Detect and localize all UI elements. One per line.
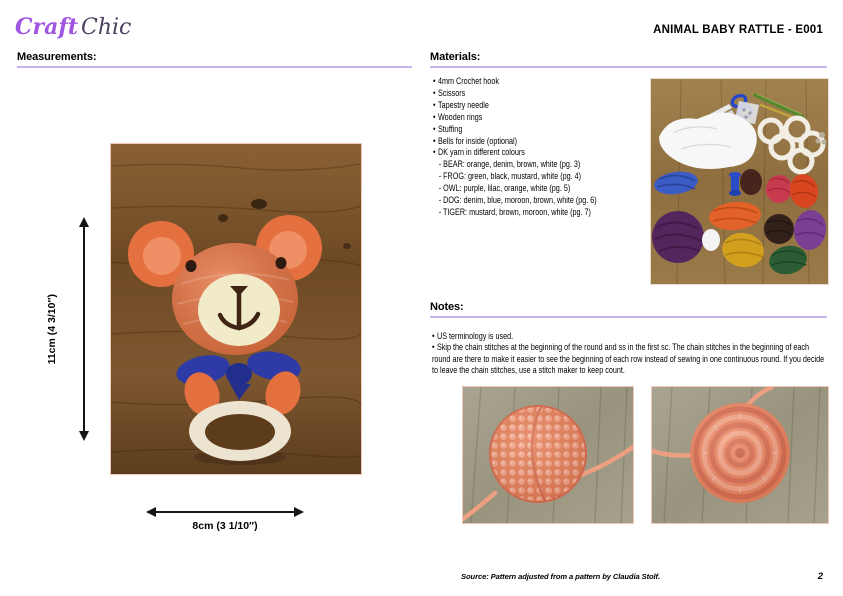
- wood-knot: [251, 199, 267, 209]
- source-credit: Source: Pattern adjusted from a pattern by Claudia Stolf.: [461, 572, 660, 581]
- crochet-circle-front-photo: [651, 386, 829, 524]
- logo-word-chic: Chic: [80, 15, 132, 40]
- notes-heading: Notes:: [430, 301, 827, 318]
- materials-photo: [650, 78, 829, 285]
- measurements-heading: Measurements:: [17, 51, 412, 68]
- brand-logo: [15, 14, 131, 41]
- yarn-colour-item: - FROG: green, black, mustard, white (pg. 4): [438, 171, 582, 182]
- logo-word-craft: Craft: [15, 14, 78, 40]
- material-item: • Tapestry needle: [433, 100, 648, 112]
- material-item: • Wooden rings: [433, 112, 648, 124]
- material-item: • Scissors: [433, 88, 648, 100]
- wood-knot: [343, 243, 351, 249]
- yarn-colour-item: - DOG: denim, blue, moroon, brown, white (pg. 6): [438, 195, 597, 206]
- materials-illustration: [651, 79, 828, 284]
- circle-front-illustration: [652, 387, 828, 523]
- width-dimension-label: 8cm (3 1/10″): [192, 520, 258, 532]
- crochet-circle-front: [690, 403, 790, 503]
- height-dimension-arrow: [79, 217, 89, 441]
- yarn-colour-item: - TIGER: mustard, brown, moroon, white (pg. 7): [438, 206, 591, 217]
- yarn-colour-item: - OWL: purple, lilac, orange, white (pg. 5): [438, 183, 571, 194]
- material-item: • 4mm Crochet hook: [433, 76, 648, 88]
- document-title: ANIMAL BABY RATTLE - E001: [653, 24, 823, 36]
- materials-heading: Materials:: [430, 51, 827, 68]
- bear-rattle-photo: [110, 143, 362, 475]
- crochet-circle-back-photo: [462, 386, 634, 524]
- bear-rattle-illustration: [111, 144, 361, 474]
- yarn-colour-item: - BEAR: orange, denim, brown, white (pg. 3): [438, 159, 581, 170]
- material-item: • Stuffing: [433, 124, 648, 136]
- arrow-head-right: [294, 507, 304, 517]
- wood-knot: [218, 214, 228, 222]
- arrow-head-down: [79, 431, 89, 441]
- material-item: • DK yarn in different colours: [433, 147, 648, 159]
- note-item: • Skip the chain stitches at the beginning of the round and ss in the first sc. The chain stitches in the beginning of each round are there to make it easier to see the beginning of each row instead of sewing in one continuous round. If you decide to leave the chain stitches, use a stitch maker to keep count.: [432, 342, 829, 376]
- notes-list: [432, 331, 843, 376]
- material-item: • Bells for inside (optional): [433, 136, 648, 148]
- note-item: • US terminology is used.: [432, 331, 829, 342]
- width-dimension-arrow: [146, 507, 304, 517]
- height-dimension-label: 11cm (4 3/10″): [46, 293, 58, 365]
- circle-back-illustration: [463, 387, 633, 523]
- page-number: 2: [817, 571, 823, 582]
